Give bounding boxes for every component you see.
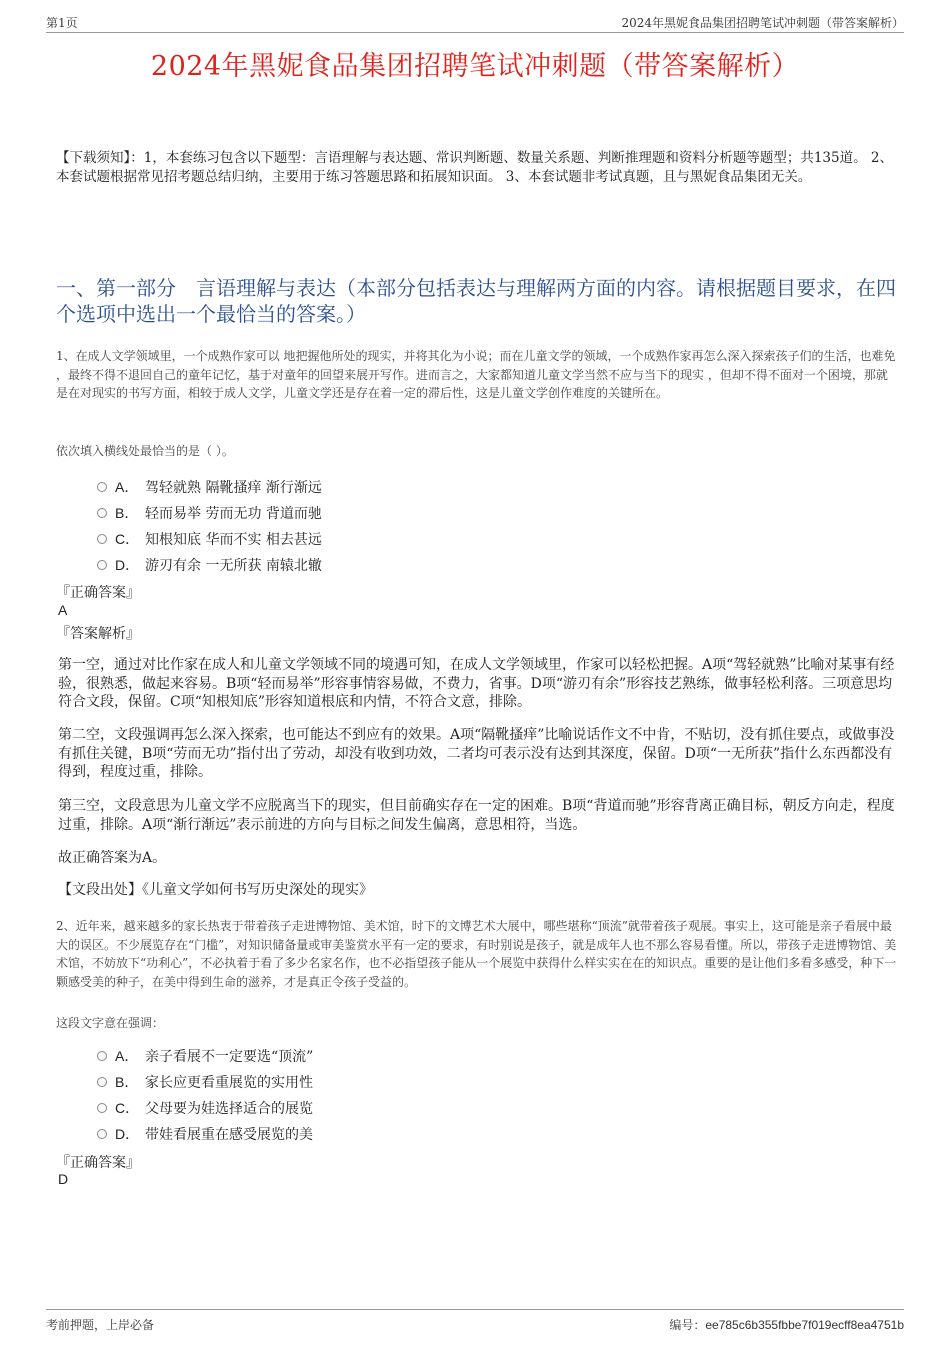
page-number: 第1页 [46, 16, 78, 30]
question-2-answer: D [58, 1171, 69, 1187]
option-text: 父母要为娃选择适合的展览 [145, 1101, 313, 1117]
option-letter: A． [115, 1048, 139, 1064]
radio-icon[interactable] [97, 1051, 107, 1061]
option-text: 家长应更看重展览的实用性 [145, 1075, 313, 1091]
analysis-conclusion: 故正确答案为A。 [58, 850, 167, 866]
option-letter: C． [115, 531, 140, 547]
radio-icon[interactable] [97, 1129, 107, 1139]
question-1-text: 1、在成人文学领域里，一个成熟作家可以 地把握他所处的现实，并将其化为小说；而在儿童文学的领域，一个成熟作家再怎么深入探索孩子们的生活，也难免 ，最终不得不退回自己的童年记忆，基于对童年的回望来展开写作。进而言之，大家都知道儿童文学当然不应与当下的现实 ，但却不得不面对一个困境，那就是在对现实的书写方面，相较于成人文学，儿童文学还是存在着一定的滞后性，这是儿童文学创作难度的关键所在。 [56, 349, 896, 400]
analysis-paragraph-2: 第二空，文段强调再怎么深入探索，也可能达不到应有的效果。A项“隔靴搔痒”比喻说话作文不中肯，不贴切，没有抓住要点，或做事没有抓住关键，B项“劳而无功”指付出了劳动，却没有收到功效，二者均可表示没有达到其深度，保留。D项“一无所获”指什么东西都没有得到，程度过重，排除。 [58, 727, 895, 780]
option-letter: D． [115, 1126, 140, 1142]
option-letter: A． [115, 479, 139, 495]
option-letter: C． [115, 1100, 140, 1116]
question-1-answer-label: 『正确答案』 [56, 585, 140, 601]
option-text: 游刃有余 一无所获 南辕北辙 [145, 558, 322, 574]
question-1-prompt: 依次填入横线处最恰当的是（ ）。 [56, 444, 234, 458]
analysis-source: 【文段出处】《儿童文学如何书写历史深处的现实》 [58, 882, 373, 898]
question-1-analysis-label: 『答案解析』 [56, 626, 140, 642]
question-1-answer: A [58, 602, 68, 618]
question-2-text: 2、近年来，越来越多的家长热衷于带着孩子走进博物馆、美术馆，时下的文博艺术大展中，哪些堪称“顶流”就带着孩子观展。事实上，这可能是亲子看展中最大的误区。不少展览存在“门槛”，对知识储备量或审美鉴赏水平有一定的要求，有时别说是孩子，就是成年人也不那么容易看懂。所以，带孩子走进博物馆、美术馆，不妨放下“功利心”，不必执着于看了多少名家名作，也不必指望孩子能从一个展览中获得什么样实实在在的知识点。重要的是让他们多看多感受，种下一颗感受美的种子，在美中得到生命的滋养，才是真正令孩子受益的。 [56, 919, 897, 989]
footer-code [669, 1316, 904, 1333]
document-title: 2024年黑妮食品集团招聘笔试冲刺题（带答案解析） [150, 51, 800, 82]
question-2-prompt: 这段文字意在强调： [56, 1016, 165, 1030]
footer-slogan: 考前押题，上岸必备 [46, 1318, 155, 1332]
section-heading: 一、第一部分 言语理解与表达（本部分包括表达与理解两方面的内容。请根据题目要求，在四个选项中选出一个最恰当的答案。） [56, 276, 896, 326]
option-letter: B． [115, 505, 139, 521]
radio-icon[interactable] [97, 560, 107, 570]
radio-icon[interactable] [97, 482, 107, 492]
option-text: 知根知底 华而不实 相去甚远 [145, 532, 322, 548]
option-text: 带娃看展重在感受展览的美 [145, 1127, 313, 1143]
option-text: 驾轻就熟 隔靴搔痒 渐行渐远 [145, 480, 322, 496]
header-doc-title: 2024年黑妮食品集团招聘笔试冲刺题（带答案解析） [621, 16, 904, 30]
download-notice: 【下载须知】：1，本套练习包含以下题型：言语理解与表达题、常识判断题、数量关系题、判断推理题和资料分析题等题型；共135道。 2、本套试题根据常见招考题总结归纳，主要用于练习答题思路和拓展知识面。 3、本套试题非考试真题，且与黑妮食品集团无关。 [56, 150, 893, 185]
option-text: 亲子看展不一定要选“顶流” [145, 1049, 314, 1065]
page-footer [46, 1309, 904, 1334]
radio-icon[interactable] [97, 534, 107, 544]
radio-icon[interactable] [97, 1103, 107, 1113]
option-letter: B． [115, 1074, 139, 1090]
option-letter: D． [115, 557, 140, 573]
radio-icon[interactable] [97, 508, 107, 518]
analysis-paragraph-3: 第三空，文段意思为儿童文学不应脱离当下的现实，但目前确实存在一定的困难。B项“背道而驰”形容背离正确目标，朝反方向走，程度过重，排除。A项“渐行渐远”表示前进的方向与目标之间发生偏离，意思相符，当选。 [58, 798, 895, 833]
page-header [46, 14, 904, 33]
footer-code-value: ee785c6b355fbbe7f019ecff8ea4751b [705, 1318, 904, 1332]
radio-icon[interactable] [97, 1077, 107, 1087]
question-2-answer-label: 『正确答案』 [56, 1155, 140, 1171]
option-text: 轻而易举 劳而无功 背道而驰 [145, 506, 322, 522]
analysis-paragraph-1: 第一空，通过对比作家在成人和儿童文学领域不同的境遇可知，在成人文学领域里，作家可以轻松把握。A项“驾轻就熟”比喻对某事有经验，很熟悉，做起来容易。B项“轻而易举”形容事情容易做，不费力，省事。D项“游刃有余”形容技艺熟练，做事轻松利落。三项意思均符合文段，保留。C项“知根知底”形容知道根底和内情，不符合文意，排除。 [58, 657, 895, 710]
footer-code-label: 编号： [669, 1318, 706, 1332]
